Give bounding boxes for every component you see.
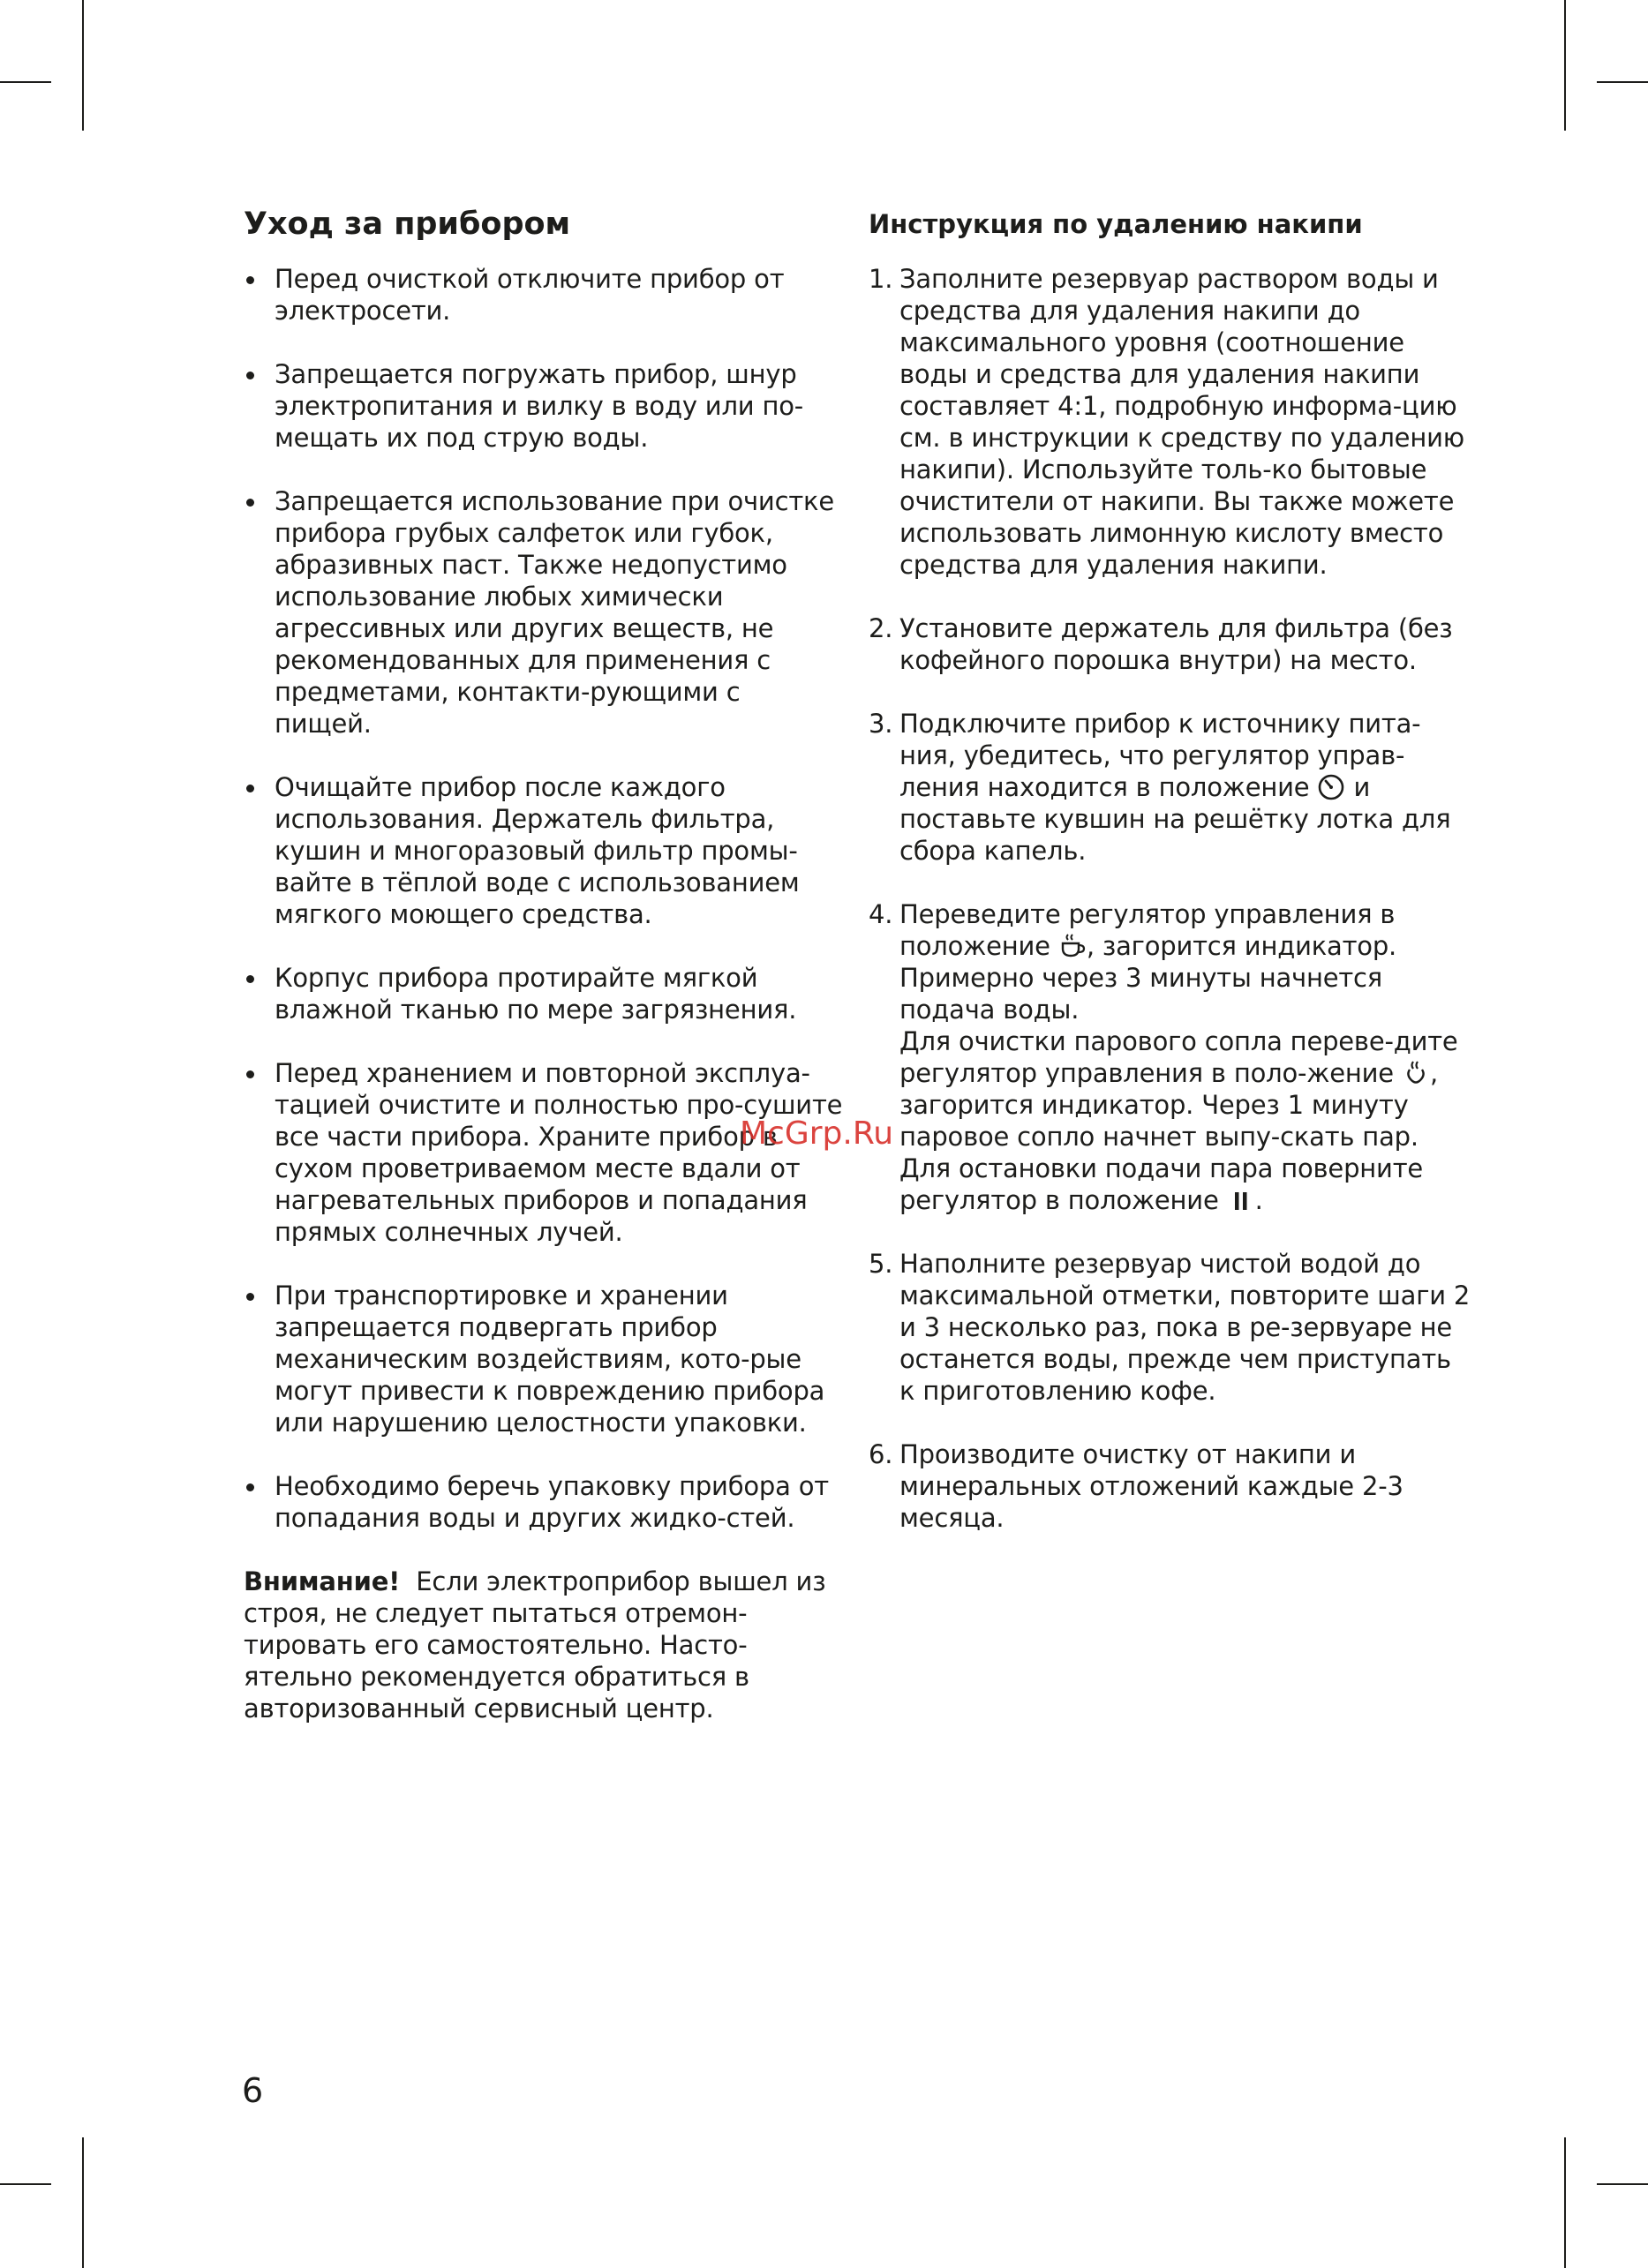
descaling-title: Инструкция по удалению накипи	[869, 209, 1363, 239]
care-bullet-item: Запрещается погружать прибор, шнур электропитания и вилку в воду или по-мещать их под струю воды.	[244, 358, 844, 454]
step-text: Производите очистку от накипи и минеральных отложений каждые 2-3 месяца.	[899, 1439, 1403, 1533]
pause-icon	[1227, 1186, 1255, 1214]
step-text: и поставьте кувшин на решётку лотка для сбора капель.	[899, 772, 1451, 866]
care-bullet-item: При транспортировке и хранении запрещается подвергать прибор механическим воздействиям, кото-рые могут привести к повреждению прибора или нарушению целостности упаковки.	[244, 1280, 844, 1438]
care-bullet-item: Перед хранением и повторной эксплуа-тацией очистите и полностью про-сушите все части прибора. Храните прибор в сухом проветриваемом месте вдали от нагревательных приборов и попадания прямых солнечных лучей.	[244, 1057, 844, 1248]
step-text: Переведите регулятор управления в положение	[899, 899, 1396, 961]
step-number: 5.	[869, 1249, 893, 1279]
care-bullet-item: Корпус прибора протирайте мягкой влажной тканью по мере загрязнения.	[244, 962, 844, 1025]
dial-icon	[1317, 773, 1345, 801]
descaling-step-2	[869, 612, 1471, 676]
step-number: 4.	[869, 899, 893, 929]
care-bullet-item: Перед очисткой отключите прибор от электросети.	[244, 263, 844, 327]
coffee-cup-icon	[1058, 932, 1087, 960]
step-number: 2.	[869, 613, 893, 643]
watermark: McGrp.Ru	[740, 1115, 894, 1152]
step-text: , загорится индикатор. Примерно через 3 минуты начнется подача воды.	[899, 931, 1397, 1025]
care-bullet-item: Очищайте прибор после каждого использования. Держатель фильтра, кушин и многоразовый фильтр промы-вайте в тёплой воде с использованием мягкого моющего средства.	[244, 771, 844, 930]
care-bullet-list	[244, 263, 844, 1534]
steam-icon	[1402, 1059, 1430, 1087]
care-bullet-item: Запрещается использование при очистке прибора грубых салфеток или губок, абразивных паст. Также недопустимо использование любых химически агрессивных или других веществ, не рекомендованных для применения с предметами, контакти-рующими с пищей.	[244, 485, 844, 740]
descaling-step-1	[869, 263, 1471, 581]
step-text: .	[1254, 1185, 1263, 1215]
step-text: Установите держатель для фильтра (без кофейного порошка внутри) на место.	[899, 613, 1453, 675]
crop-mark-top-right-v	[1564, 0, 1566, 131]
step-text: Наполните резервуар чистой водой до максимальной отметки, повторите шаги 2 и 3 несколько раз, пока в ре-зервуаре не останется воды, прежде чем приступать к приготовлению кофе.	[899, 1249, 1471, 1406]
warning-label: Внимание!	[244, 1566, 401, 1596]
care-section	[244, 201, 844, 1724]
page-number: 6	[242, 2071, 264, 2110]
step-text: , загорится индикатор. Через 1 минуту паровое сопло начнет выпу-скать пар. Для остановки подачи пара поверните регулятор в положение	[899, 1058, 1438, 1215]
step-text: Для очистки парового сопла переве-дите регулятор управления в поло-жение	[899, 1026, 1458, 1088]
descaling-step-list	[869, 263, 1471, 1534]
warning-text: Если электроприбор вышел из строя, не следует пытаться отремон-тировать его самостоятельно. Насто-ятельно рекомендуется обратиться в авторизованный сервисный центр.	[244, 1566, 826, 1724]
crop-mark-bottom-left-v	[82, 2137, 84, 2268]
descaling-section	[869, 201, 1471, 1566]
crop-mark-top-left-v	[82, 0, 84, 131]
descaling-step-4	[869, 898, 1471, 1216]
step-number: 6.	[869, 1439, 893, 1469]
crop-mark-bottom-right-h	[1597, 2183, 1648, 2185]
step-text: Подключите прибор к источнику пита-ния, убедитесь, что регулятор управ-ления находится в положение	[899, 709, 1421, 802]
crop-mark-bottom-left-h	[0, 2183, 51, 2185]
crop-mark-top-right-h	[1597, 81, 1648, 83]
crop-mark-bottom-right-v	[1564, 2137, 1566, 2268]
crop-mark-top-left-h	[0, 81, 51, 83]
care-bullet-item: Необходимо беречь упаковку прибора от попадания воды и других жидко-стей.	[244, 1470, 844, 1534]
step-number: 1.	[869, 264, 893, 294]
warning-paragraph	[244, 1566, 844, 1724]
step-number: 3.	[869, 709, 893, 739]
descaling-step-6	[869, 1438, 1471, 1534]
step-text: Заполните резервуар раствором воды и средства для удаления накипи до максимального уровня (соотношение воды и средства для удаления накипи составляет 4:1, подробную информа-цию см. в инструкции к средству по удалению накипи). Используйте толь-ко бытовые очистители от накипи. Вы также можете использовать лимонную кислоту вместо средства для удаления накипи.	[899, 264, 1464, 580]
descaling-step-5	[869, 1248, 1471, 1407]
descaling-step-3	[869, 708, 1471, 867]
care-title: Уход за прибором	[244, 207, 571, 242]
